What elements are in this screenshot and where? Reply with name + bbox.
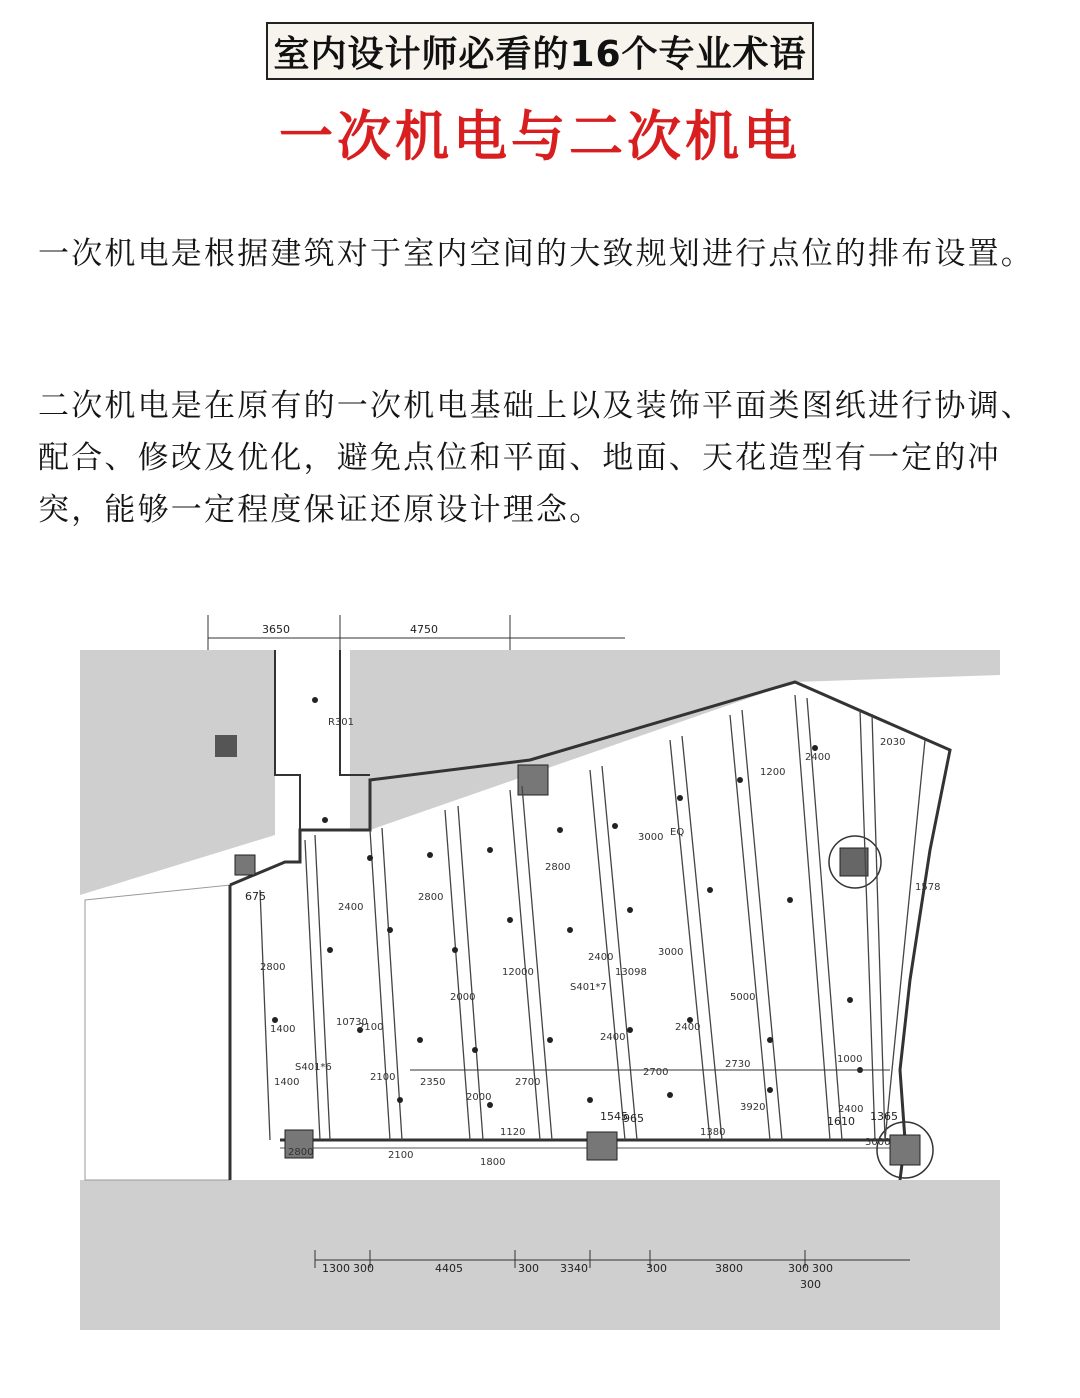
bottom-dim-7: 3800 <box>715 1262 743 1275</box>
run-6: 10730 <box>336 1017 368 1028</box>
small-dim-4: 1610 <box>827 1115 855 1128</box>
run-21: 2400 <box>675 1022 701 1033</box>
run-3: 1400 <box>274 1077 300 1088</box>
run-25: 2730 <box>725 1059 751 1070</box>
label-s401-6: S401*6 <box>295 1062 332 1073</box>
bottom-dim-2: 300 <box>353 1262 374 1275</box>
run-34: 2350 <box>420 1077 446 1088</box>
label-eq: EQ <box>670 827 685 838</box>
run-8: 2100 <box>370 1072 396 1083</box>
run-13: 12000 <box>502 967 534 978</box>
bottom-dim-9: 300 <box>812 1262 833 1275</box>
run-19: 3000 <box>638 832 664 843</box>
run-12: 2000 <box>466 1092 492 1103</box>
run-33: 1578 <box>915 882 941 893</box>
run-9: 2100 <box>388 1150 414 1161</box>
label-r301: R301 <box>328 717 355 728</box>
run-24: 2700 <box>643 1067 669 1078</box>
ceiling-mep-plan-drawing <box>70 600 1010 1340</box>
top-dim-2: 4750 <box>410 623 438 636</box>
bottom-dim-8: 300 <box>788 1262 809 1275</box>
run-5: 2400 <box>338 902 364 913</box>
page-title: 一次机电与二次机电 <box>279 104 801 168</box>
small-dim-1: 675 <box>245 890 266 903</box>
run-31: 3000 <box>865 1137 891 1148</box>
run-30: 2400 <box>838 1104 864 1115</box>
small-dim-5: 1365 <box>870 1110 898 1123</box>
topic-badge: 室内设计师必看的16个专业术语 <box>266 22 814 80</box>
run-15: 2800 <box>545 862 571 873</box>
run-18: 2400 <box>600 1032 626 1043</box>
run-32: 2030 <box>880 737 906 748</box>
run-28: 1200 <box>760 767 786 778</box>
label-s401-7: S401*7 <box>570 982 607 993</box>
bottom-dim-4: 300 <box>518 1262 539 1275</box>
run-10: 2800 <box>418 892 444 903</box>
bottom-dim-3: 4405 <box>435 1262 463 1275</box>
top-dim-1: 3650 <box>262 623 290 636</box>
run-11: 2000 <box>450 992 476 1003</box>
run-23: 2700 <box>515 1077 541 1088</box>
run-2: 1400 <box>270 1024 296 1035</box>
run-36: 1380 <box>700 1127 726 1138</box>
run-16: 2400 <box>588 952 614 963</box>
run-17: 13098 <box>615 967 647 978</box>
small-dim-2: 1545 <box>600 1110 628 1123</box>
bottom-dim-6: 300 <box>646 1262 667 1275</box>
run-1: 2800 <box>260 962 286 973</box>
paragraph-primary-mep: 一次机电是根据建筑对于室内空间的大致规划进行点位的排布设置。 <box>38 236 1034 272</box>
bottom-dim-1: 1300 <box>322 1262 350 1275</box>
small-dim-3: 965 <box>623 1112 644 1125</box>
run-7: 2100 <box>358 1022 384 1033</box>
paragraph-secondary-mep: 二次机电是在原有的一次机电基础上以及装饰平面类图纸进行协调、配合、修改及优化，避免点位和平面、地面、天花造型有一定的冲突，能够一定程度保证还原设计理念。 <box>38 388 1034 528</box>
bottom-dim-5: 3340 <box>560 1262 588 1275</box>
bottom-dim-10: 300 <box>800 1278 821 1291</box>
run-4: 2800 <box>288 1147 314 1158</box>
run-29: 1000 <box>837 1054 863 1065</box>
run-35: 1120 <box>500 1127 526 1138</box>
run-26: 3920 <box>740 1102 766 1113</box>
run-20: 3000 <box>658 947 684 958</box>
run-14: 1800 <box>480 1157 506 1168</box>
run-22: 5000 <box>730 992 756 1003</box>
run-27: 2400 <box>805 752 831 763</box>
